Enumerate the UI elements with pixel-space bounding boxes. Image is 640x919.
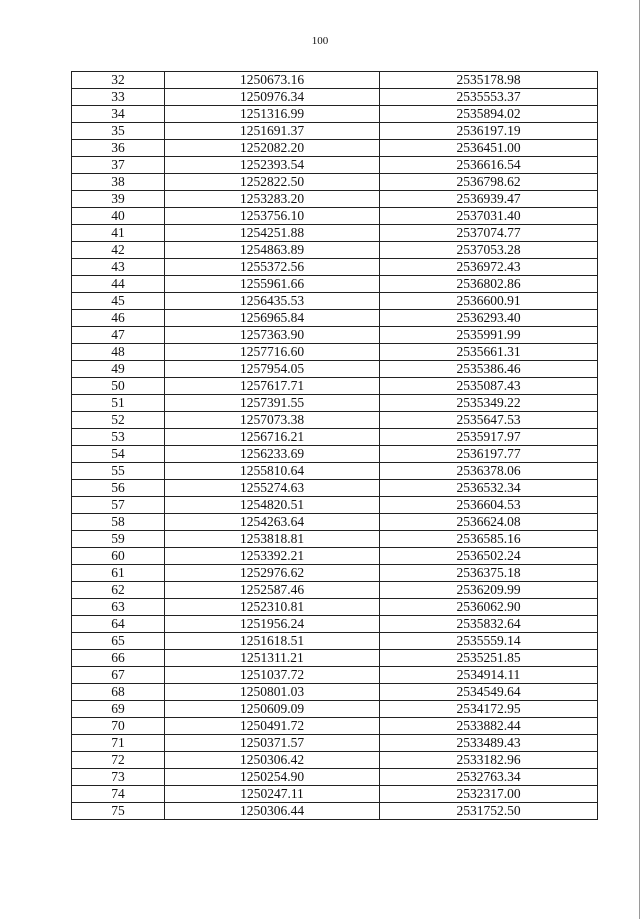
x-coordinate-cell: 1257954.05: [165, 361, 380, 378]
table-row: [72, 786, 598, 803]
table-row: [72, 242, 598, 259]
y-coordinate-cell: 2532317.00: [380, 786, 598, 803]
point-number-cell: 45: [72, 293, 165, 310]
point-number-cell: 70: [72, 718, 165, 735]
y-coordinate-cell: 2533489.43: [380, 735, 598, 752]
point-number-cell: 67: [72, 667, 165, 684]
table-row: [72, 531, 598, 548]
x-coordinate-cell: 1250254.90: [165, 769, 380, 786]
x-coordinate-cell: 1252393.54: [165, 157, 380, 174]
point-number-cell: 50: [72, 378, 165, 395]
y-coordinate-cell: 2533882.44: [380, 718, 598, 735]
table-row: [72, 514, 598, 531]
table-row: [72, 565, 598, 582]
point-number-cell: 66: [72, 650, 165, 667]
x-coordinate-cell: 1252976.62: [165, 565, 380, 582]
y-coordinate-cell: 2536616.54: [380, 157, 598, 174]
table-row: [72, 752, 598, 769]
y-coordinate-cell: 2535832.64: [380, 616, 598, 633]
table-row: [72, 395, 598, 412]
table-row: [72, 599, 598, 616]
x-coordinate-cell: 1257073.38: [165, 412, 380, 429]
x-coordinate-cell: 1256965.84: [165, 310, 380, 327]
x-coordinate-cell: 1250976.34: [165, 89, 380, 106]
y-coordinate-cell: 2536624.08: [380, 514, 598, 531]
y-coordinate-cell: 2537031.40: [380, 208, 598, 225]
x-coordinate-cell: 1251311.21: [165, 650, 380, 667]
y-coordinate-cell: 2534914.11: [380, 667, 598, 684]
point-number-cell: 60: [72, 548, 165, 565]
y-coordinate-cell: 2535178.98: [380, 72, 598, 89]
y-coordinate-cell: 2535647.53: [380, 412, 598, 429]
y-coordinate-cell: 2536062.90: [380, 599, 598, 616]
table-row: [72, 616, 598, 633]
point-number-cell: 54: [72, 446, 165, 463]
table-row: [72, 259, 598, 276]
table-row: [72, 803, 598, 820]
y-coordinate-cell: 2535917.97: [380, 429, 598, 446]
x-coordinate-cell: 1253756.10: [165, 208, 380, 225]
table-row: [72, 89, 598, 106]
point-number-cell: 41: [72, 225, 165, 242]
point-number-cell: 75: [72, 803, 165, 820]
x-coordinate-cell: 1255372.56: [165, 259, 380, 276]
y-coordinate-cell: 2536600.91: [380, 293, 598, 310]
x-coordinate-cell: 1251316.99: [165, 106, 380, 123]
y-coordinate-cell: 2536972.43: [380, 259, 598, 276]
point-number-cell: 58: [72, 514, 165, 531]
y-coordinate-cell: 2535661.31: [380, 344, 598, 361]
coordinates-table-body: [72, 72, 598, 820]
table-row: [72, 412, 598, 429]
point-number-cell: 56: [72, 480, 165, 497]
y-coordinate-cell: 2535349.22: [380, 395, 598, 412]
x-coordinate-cell: 1254863.89: [165, 242, 380, 259]
y-coordinate-cell: 2536798.62: [380, 174, 598, 191]
table-row: [72, 327, 598, 344]
y-coordinate-cell: 2532763.34: [380, 769, 598, 786]
y-coordinate-cell: 2535559.14: [380, 633, 598, 650]
x-coordinate-cell: 1257716.60: [165, 344, 380, 361]
y-coordinate-cell: 2535553.37: [380, 89, 598, 106]
x-coordinate-cell: 1250801.03: [165, 684, 380, 701]
table-row: [72, 293, 598, 310]
table-row: [72, 480, 598, 497]
y-coordinate-cell: 2536197.19: [380, 123, 598, 140]
y-coordinate-cell: 2535991.99: [380, 327, 598, 344]
x-coordinate-cell: 1250247.11: [165, 786, 380, 803]
table-row: [72, 140, 598, 157]
y-coordinate-cell: 2536293.40: [380, 310, 598, 327]
y-coordinate-cell: 2536585.16: [380, 531, 598, 548]
x-coordinate-cell: 1257391.55: [165, 395, 380, 412]
x-coordinate-cell: 1252587.46: [165, 582, 380, 599]
y-coordinate-cell: 2534549.64: [380, 684, 598, 701]
point-number-cell: 51: [72, 395, 165, 412]
table-row: [72, 769, 598, 786]
point-number-cell: 42: [72, 242, 165, 259]
table-row: [72, 344, 598, 361]
y-coordinate-cell: 2536532.34: [380, 480, 598, 497]
table-row: [72, 361, 598, 378]
page-number: 100: [311, 35, 329, 47]
x-coordinate-cell: 1252822.50: [165, 174, 380, 191]
y-coordinate-cell: 2534172.95: [380, 701, 598, 718]
x-coordinate-cell: 1257617.71: [165, 378, 380, 395]
y-coordinate-cell: 2536451.00: [380, 140, 598, 157]
point-number-cell: 32: [72, 72, 165, 89]
x-coordinate-cell: 1250306.42: [165, 752, 380, 769]
x-coordinate-cell: 1250306.44: [165, 803, 380, 820]
y-coordinate-cell: 2531752.50: [380, 803, 598, 820]
table-row: [72, 310, 598, 327]
table-row: [72, 582, 598, 599]
table-row: [72, 276, 598, 293]
x-coordinate-cell: 1255961.66: [165, 276, 380, 293]
point-number-cell: 63: [72, 599, 165, 616]
table-row: [72, 208, 598, 225]
point-number-cell: 57: [72, 497, 165, 514]
coordinates-table: [71, 71, 598, 820]
x-coordinate-cell: 1252082.20: [165, 140, 380, 157]
x-coordinate-cell: 1256716.21: [165, 429, 380, 446]
y-coordinate-cell: 2535386.46: [380, 361, 598, 378]
y-coordinate-cell: 2535087.43: [380, 378, 598, 395]
point-number-cell: 59: [72, 531, 165, 548]
x-coordinate-cell: 1250491.72: [165, 718, 380, 735]
point-number-cell: 65: [72, 633, 165, 650]
table-row: [72, 650, 598, 667]
point-number-cell: 47: [72, 327, 165, 344]
point-number-cell: 34: [72, 106, 165, 123]
x-coordinate-cell: 1250673.16: [165, 72, 380, 89]
x-coordinate-cell: 1251037.72: [165, 667, 380, 684]
y-coordinate-cell: 2536375.18: [380, 565, 598, 582]
table-row: [72, 633, 598, 650]
x-coordinate-cell: 1250371.57: [165, 735, 380, 752]
table-row: [72, 157, 598, 174]
point-number-cell: 33: [72, 89, 165, 106]
point-number-cell: 39: [72, 191, 165, 208]
table-row: [72, 191, 598, 208]
table-row: [72, 106, 598, 123]
x-coordinate-cell: 1256435.53: [165, 293, 380, 310]
x-coordinate-cell: 1253283.20: [165, 191, 380, 208]
table-row: [72, 735, 598, 752]
table-row: [72, 548, 598, 565]
point-number-cell: 74: [72, 786, 165, 803]
y-coordinate-cell: 2537053.28: [380, 242, 598, 259]
point-number-cell: 53: [72, 429, 165, 446]
point-number-cell: 72: [72, 752, 165, 769]
x-coordinate-cell: 1251691.37: [165, 123, 380, 140]
table-row: [72, 718, 598, 735]
y-coordinate-cell: 2536939.47: [380, 191, 598, 208]
x-coordinate-cell: 1253818.81: [165, 531, 380, 548]
point-number-cell: 64: [72, 616, 165, 633]
y-coordinate-cell: 2535251.85: [380, 650, 598, 667]
point-number-cell: 71: [72, 735, 165, 752]
point-number-cell: 46: [72, 310, 165, 327]
table-row: [72, 429, 598, 446]
x-coordinate-cell: 1255810.64: [165, 463, 380, 480]
point-number-cell: 55: [72, 463, 165, 480]
x-coordinate-cell: 1253392.21: [165, 548, 380, 565]
y-coordinate-cell: 2536502.24: [380, 548, 598, 565]
table-row: [72, 446, 598, 463]
x-coordinate-cell: 1257363.90: [165, 327, 380, 344]
table-row: [72, 123, 598, 140]
point-number-cell: 62: [72, 582, 165, 599]
point-number-cell: 69: [72, 701, 165, 718]
x-coordinate-cell: 1254263.64: [165, 514, 380, 531]
point-number-cell: 68: [72, 684, 165, 701]
y-coordinate-cell: 2536197.77: [380, 446, 598, 463]
y-coordinate-cell: 2536604.53: [380, 497, 598, 514]
x-coordinate-cell: 1254820.51: [165, 497, 380, 514]
table-row: [72, 378, 598, 395]
x-coordinate-cell: 1252310.81: [165, 599, 380, 616]
x-coordinate-cell: 1251956.24: [165, 616, 380, 633]
table-row: [72, 701, 598, 718]
y-coordinate-cell: 2535894.02: [380, 106, 598, 123]
table-row: [72, 497, 598, 514]
point-number-cell: 36: [72, 140, 165, 157]
x-coordinate-cell: 1255274.63: [165, 480, 380, 497]
table-row: [72, 72, 598, 89]
point-number-cell: 49: [72, 361, 165, 378]
table-row: [72, 463, 598, 480]
point-number-cell: 44: [72, 276, 165, 293]
table-row: [72, 225, 598, 242]
y-coordinate-cell: 2536802.86: [380, 276, 598, 293]
point-number-cell: 35: [72, 123, 165, 140]
table-row: [72, 174, 598, 191]
point-number-cell: 61: [72, 565, 165, 582]
point-number-cell: 52: [72, 412, 165, 429]
x-coordinate-cell: 1254251.88: [165, 225, 380, 242]
point-number-cell: 43: [72, 259, 165, 276]
point-number-cell: 40: [72, 208, 165, 225]
y-coordinate-cell: 2536378.06: [380, 463, 598, 480]
y-coordinate-cell: 2536209.99: [380, 582, 598, 599]
point-number-cell: 73: [72, 769, 165, 786]
point-number-cell: 38: [72, 174, 165, 191]
x-coordinate-cell: 1250609.09: [165, 701, 380, 718]
x-coordinate-cell: 1256233.69: [165, 446, 380, 463]
y-coordinate-cell: 2537074.77: [380, 225, 598, 242]
point-number-cell: 48: [72, 344, 165, 361]
point-number-cell: 37: [72, 157, 165, 174]
table-row: [72, 684, 598, 701]
x-coordinate-cell: 1251618.51: [165, 633, 380, 650]
y-coordinate-cell: 2533182.96: [380, 752, 598, 769]
table-row: [72, 667, 598, 684]
